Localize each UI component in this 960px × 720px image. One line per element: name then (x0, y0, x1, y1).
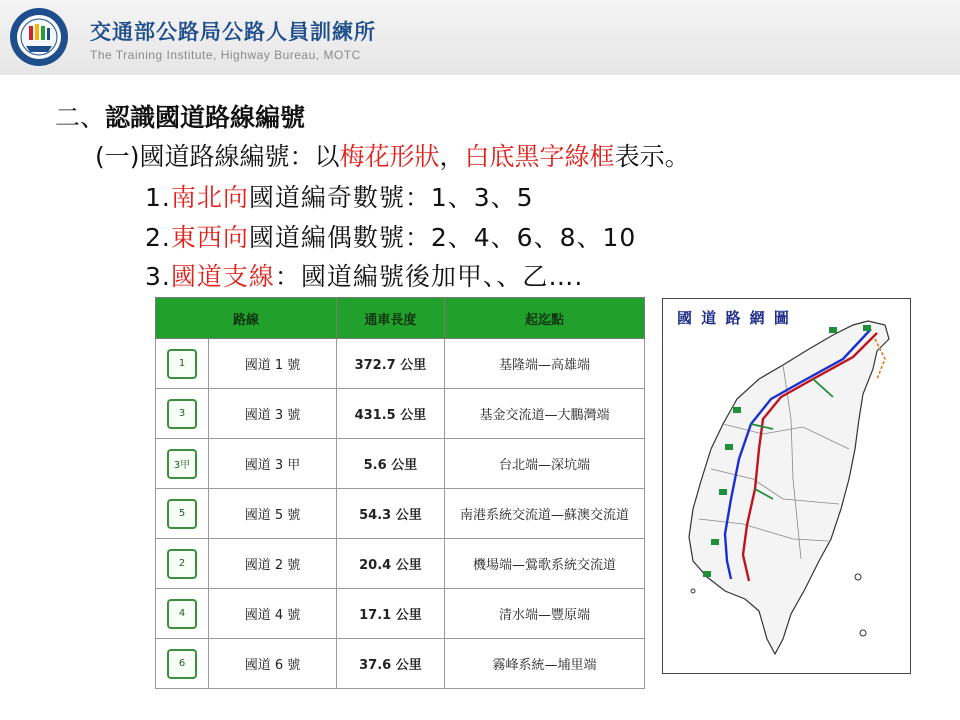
badge-cell (156, 389, 209, 439)
sub-comma: ， (439, 142, 465, 171)
freeway-badge-icon: 4 (167, 599, 197, 629)
route-cell: 國道 4 號 (209, 589, 337, 639)
badge-cell (156, 489, 209, 539)
table-row (156, 639, 645, 689)
badge-cell (156, 589, 209, 639)
interchange-marker (733, 407, 741, 413)
header-route: 路線 (156, 298, 337, 339)
badge-cell (156, 339, 209, 389)
interchange-marker (719, 489, 727, 495)
island-marker (860, 630, 866, 636)
item-red: 東西向 (170, 223, 249, 252)
length-cell: 20.4 公里 (336, 539, 444, 589)
institute-logo-icon (8, 6, 70, 68)
length-cell: 431.5 公里 (336, 389, 444, 439)
table-row (156, 489, 645, 539)
freeway-map (662, 298, 911, 674)
item-red: 南北向 (170, 183, 249, 212)
freeway-badge-icon: 5 (167, 499, 197, 529)
freeway-table-container (155, 297, 645, 673)
list-item (145, 218, 636, 254)
table-row (156, 589, 645, 639)
span-cell: 基金交流道—大鵬灣端 (444, 389, 644, 439)
freeway-badge-icon: 3 (167, 399, 197, 429)
table-row (156, 389, 645, 439)
item-red: 國道支線 (170, 262, 275, 291)
span-cell: 基隆端—高雄端 (444, 339, 644, 389)
interchange-marker (829, 327, 837, 333)
span-cell: 霧峰系統—埔里端 (444, 639, 644, 689)
length-cell: 54.3 公里 (336, 489, 444, 539)
table-row (156, 539, 645, 589)
interchange-marker (725, 444, 733, 450)
badge-cell (156, 539, 209, 589)
header-length: 通車長度 (336, 298, 444, 339)
heading-prefix: 二、 (55, 103, 106, 132)
org-name-en: The Training Institute, Highway Bureau, MOTC (90, 48, 361, 62)
freeway-table (155, 297, 645, 689)
length-cell: 5.6 公里 (336, 439, 444, 489)
sub-prefix: (一)國道路線編號：以 (95, 142, 340, 171)
route-cell: 國道 2 號 (209, 539, 337, 589)
route-cell: 國道 3 甲 (209, 439, 337, 489)
item-text: 國道編奇數號：1、3、5 (248, 183, 534, 212)
list-item (145, 257, 583, 293)
list-item (145, 178, 534, 214)
length-cell: 17.1 公里 (336, 589, 444, 639)
interchange-marker (863, 325, 871, 331)
freeway-badge-icon: 2 (167, 549, 197, 579)
header-span: 起迄點 (444, 298, 644, 339)
freeway-badge-icon: 6 (167, 649, 197, 679)
span-cell: 台北端—深坑端 (444, 439, 644, 489)
length-cell: 37.6 公里 (336, 639, 444, 689)
freeway-badge-icon: 3甲 (167, 449, 197, 479)
badge-cell (156, 639, 209, 689)
taiwan-island-outline (689, 321, 889, 654)
item-text: 國道編偶數號：2、4、6、8、10 (248, 223, 637, 252)
map-title: 國 道 路 網 圖 (677, 309, 791, 327)
item-number: 3. (145, 262, 171, 291)
route-cell: 國道 1 號 (209, 339, 337, 389)
sub-suffix: 表示。 (614, 142, 690, 171)
sub-heading (95, 137, 690, 173)
span-cell: 南港系統交流道—蘇澳交流道 (444, 489, 644, 539)
route-cell: 國道 6 號 (209, 639, 337, 689)
span-cell: 清水端—豐原端 (444, 589, 644, 639)
item-number: 2. (145, 223, 171, 252)
item-number: 1. (145, 183, 171, 212)
header-bar (0, 0, 960, 75)
span-cell: 機場端—鶯歌系統交流道 (444, 539, 644, 589)
island-marker (855, 574, 861, 580)
table-row (156, 339, 645, 389)
length-cell: 372.7 公里 (336, 339, 444, 389)
interchange-marker (703, 571, 711, 577)
island-marker (691, 589, 695, 593)
route-cell: 國道 3 號 (209, 389, 337, 439)
table-header-row (156, 298, 645, 339)
taiwan-map-graphic (663, 299, 910, 673)
org-name-zh: 交通部公路局公路人員訓練所 (90, 20, 376, 44)
section-heading (55, 98, 305, 134)
freeway-badge-icon: 1 (167, 349, 197, 379)
sub-red-1: 梅花形狀 (339, 142, 440, 171)
route-cell: 國道 5 號 (209, 489, 337, 539)
sub-red-2: 白底黑字綠框 (464, 142, 615, 171)
item-text: ：國道編號後加甲、、乙…. (274, 262, 584, 291)
badge-cell (156, 439, 209, 489)
heading-title: 認識國道路線編號 (105, 103, 306, 132)
table-row (156, 439, 645, 489)
interchange-marker (711, 539, 719, 545)
